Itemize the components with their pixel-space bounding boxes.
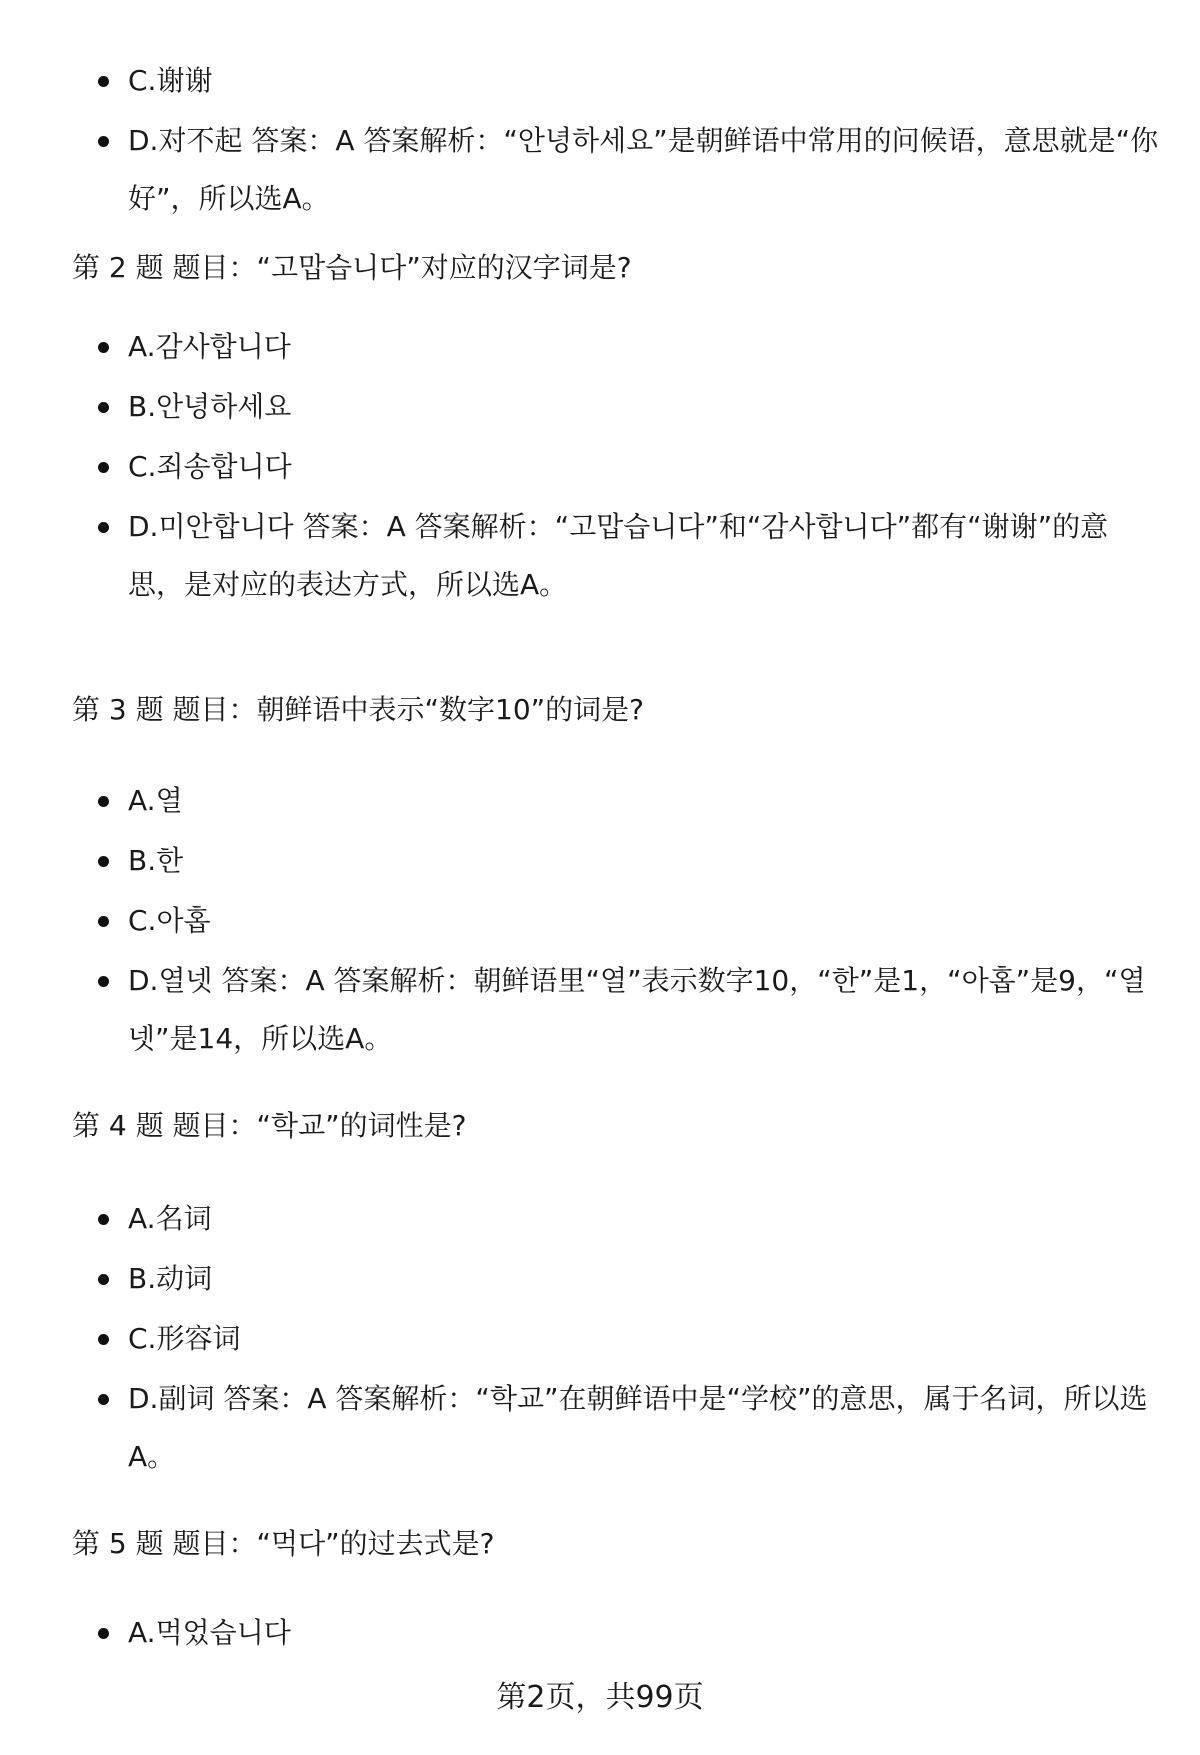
question-3-options [72,772,1160,1068]
option-item [72,378,1160,436]
question-2-options-block [72,318,1160,616]
bullet-icon [98,1394,109,1405]
option-text: D.미안합니다 答案：A 答案解析：“고맙습니다”和“감사합니다”都有“谢谢”的意思，是对应的表达方式，所以选A。 [128,510,1109,601]
option-item [72,952,1160,1068]
option-item [72,1370,1160,1486]
bullet-icon [98,1628,109,1639]
bullet-icon [98,796,109,807]
bullet-icon [98,462,109,473]
question-5-options [72,1604,1160,1662]
bullet-icon [98,1334,109,1345]
option-item [72,498,1160,614]
option-text: C.죄송합니다 [128,450,292,483]
option-text: B.动词 [128,1262,213,1295]
question-1-options [72,52,1160,228]
question-4-options-block [72,1190,1160,1488]
bullet-icon [98,136,109,147]
option-item [72,438,1160,496]
question-2-title: 第 2 题 题目：“고맙습니다”对应的汉字词是? [72,251,632,284]
option-item [72,1250,1160,1308]
option-text: C.아홉 [128,904,211,937]
bullet-icon [98,976,109,987]
option-text: C.形容词 [128,1322,241,1355]
option-text: D.副词 答案：A 答案解析：“학교”在朝鲜语中是“学校”的意思，属于名词，所以选A。 [128,1382,1148,1473]
bullet-icon [98,76,109,87]
option-item [72,832,1160,890]
bullet-icon [98,1214,109,1225]
bullet-icon [98,342,109,353]
question-4-options [72,1190,1160,1486]
question-2-options [72,318,1160,614]
option-text: B.안녕하세요 [128,390,292,423]
question-3-title: 第 3 题 题目：朝鲜语中表示“数字10”的词是? [72,693,645,726]
option-item [72,318,1160,376]
question-5-options-block [72,1604,1160,1664]
bullet-icon [98,856,109,867]
option-item [72,772,1160,830]
question-1-options-block [72,52,1160,230]
option-item [72,112,1160,228]
option-text: A.먹었습니다 [128,1616,291,1649]
bullet-icon [98,1274,109,1285]
question-5-title: 第 5 题 题目：“먹다”的过去式是? [72,1527,495,1560]
option-item [72,1190,1160,1248]
option-text: D.对不起 答案：A 答案解析：“안녕하세요”是朝鲜语中常用的问候语，意思就是“你好”，所以选A。 [128,124,1159,215]
bullet-icon [98,522,109,533]
bullet-icon [98,402,109,413]
option-text: D.열넷 答案：A 答案解析：朝鲜语里“열”表示数字10，“한”是1，“아홉”是9，“열넷”是14，所以选A。 [128,964,1146,1055]
option-text: B.한 [128,844,184,877]
option-text: A.名词 [128,1202,212,1235]
option-item [72,892,1160,950]
option-item [72,52,1160,110]
question-3-options-block [72,772,1160,1070]
option-item [72,1604,1160,1662]
question-4-title: 第 4 题 题目：“학교”的词性是? [72,1109,467,1142]
option-text: A.감사합니다 [128,330,291,363]
bullet-icon [98,916,109,927]
option-text: C.谢谢 [128,64,213,97]
option-text: A.열 [128,784,183,817]
option-item [72,1310,1160,1368]
page-number-footer: 第2页，共99页 [496,1680,704,1715]
